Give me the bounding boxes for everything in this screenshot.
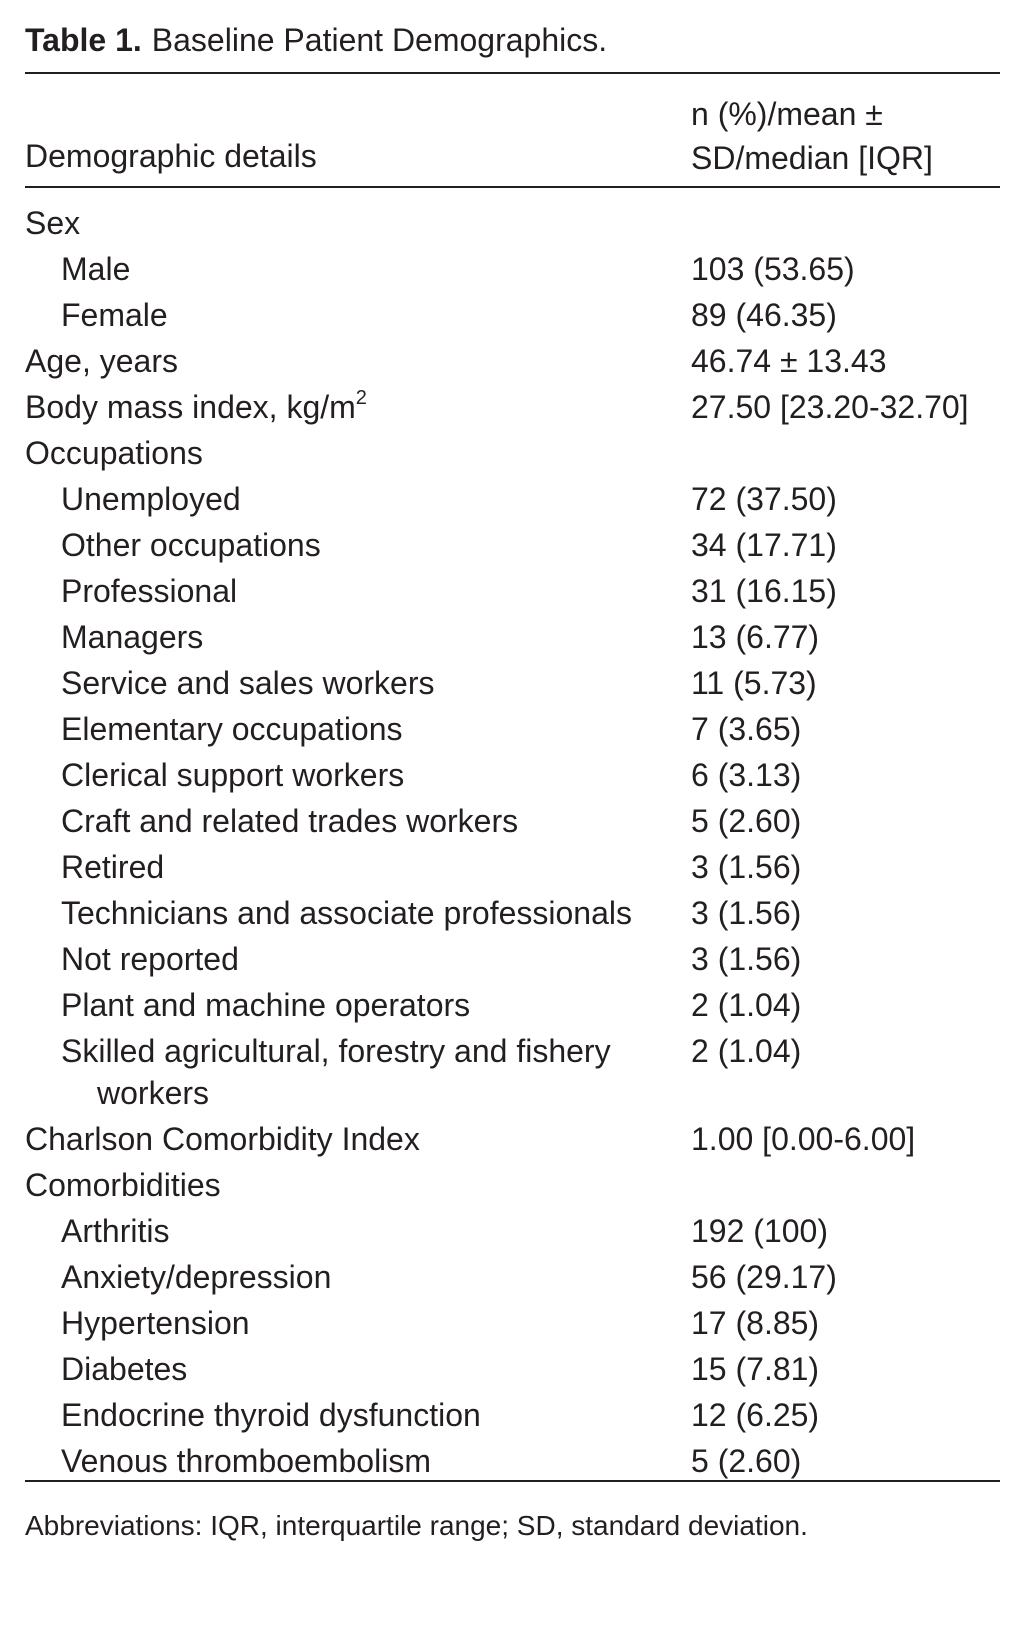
row-label-text: Retired <box>61 849 165 885</box>
row-label-text: Venous thromboembolism <box>61 1443 431 1479</box>
row-label-text: Age, years <box>25 343 178 379</box>
table-row-category <box>25 384 1000 430</box>
row-label <box>61 246 130 292</box>
table-row <box>25 706 1000 752</box>
row-label <box>61 936 239 982</box>
table-row <box>25 752 1000 798</box>
row-value: 89 (46.35) <box>691 297 837 333</box>
row-label <box>25 1116 420 1162</box>
row-label <box>61 568 237 614</box>
table-row <box>25 936 1000 982</box>
table-row <box>25 522 1000 568</box>
row-label <box>61 798 518 844</box>
row-label-text: Charlson Comorbidity Index <box>25 1121 420 1157</box>
row-value: 1.00 [0.00-6.00] <box>691 1121 916 1157</box>
bottom-rule <box>25 1480 1000 1482</box>
table-row <box>25 568 1000 614</box>
row-label-text: Other occupations <box>61 527 321 563</box>
table-row <box>25 1300 1000 1346</box>
row-label <box>25 200 80 246</box>
row-value: 5 (2.60) <box>691 803 802 839</box>
table-row <box>25 798 1000 844</box>
row-value: 46.74 ± 13.43 <box>691 343 887 379</box>
table-row <box>25 246 1000 292</box>
row-label <box>61 660 434 706</box>
row-label-text: Endocrine thyroid dysfunction <box>61 1397 481 1433</box>
table-row <box>25 1254 1000 1300</box>
row-label <box>61 752 404 798</box>
table-row <box>25 982 1000 1028</box>
table-row <box>25 614 1000 660</box>
table-row <box>25 1028 1000 1116</box>
row-label-text: Occupations <box>25 435 203 471</box>
table-row-category <box>25 430 1000 476</box>
table-row <box>25 1346 1000 1392</box>
row-label <box>25 430 203 476</box>
table-row <box>25 1392 1000 1438</box>
row-label <box>61 522 321 568</box>
row-label <box>25 1162 221 1208</box>
row-value: 3 (1.56) <box>691 849 802 885</box>
row-label-text: Plant and machine operators <box>61 987 471 1023</box>
row-value: 2 (1.04) <box>691 987 802 1023</box>
table-row <box>25 660 1000 706</box>
row-label <box>61 1030 611 1114</box>
table-title: Baseline Patient Demographics. <box>151 22 608 58</box>
column-header-statistics <box>691 92 933 180</box>
row-label <box>61 1254 331 1300</box>
table-row <box>25 292 1000 338</box>
column-header-statistics-line1: n (%)/mean ± <box>691 96 883 132</box>
column-header-demographic: Demographic details <box>25 138 317 174</box>
row-value: 31 (16.15) <box>691 573 837 609</box>
row-value: 3 (1.56) <box>691 941 802 977</box>
table-body <box>25 200 1000 1484</box>
row-value: 56 (29.17) <box>691 1259 837 1295</box>
row-label-text: Diabetes <box>61 1351 188 1387</box>
row-value: 13 (6.77) <box>691 619 820 655</box>
row-value: 34 (17.71) <box>691 527 837 563</box>
row-label <box>61 982 470 1028</box>
row-label-superscript: 2 <box>355 387 367 409</box>
row-value: 17 (8.85) <box>691 1305 820 1341</box>
row-label <box>25 384 367 430</box>
row-value: 192 (100) <box>691 1213 828 1249</box>
row-value: 103 (53.65) <box>691 251 855 287</box>
row-label-text: Managers <box>61 619 204 655</box>
row-value: 2 (1.04) <box>691 1033 802 1069</box>
row-value: 5 (2.60) <box>691 1443 802 1479</box>
table-row-category <box>25 1116 1000 1162</box>
row-label-text: Male <box>61 251 131 287</box>
table-row <box>25 890 1000 936</box>
table-row <box>25 844 1000 890</box>
row-label-text: Unemployed <box>61 481 241 517</box>
row-label <box>61 1438 431 1484</box>
row-label-text: Skilled agricultural, forestry and fishery <box>61 1033 611 1069</box>
row-label <box>61 1208 169 1254</box>
row-label <box>61 1300 250 1346</box>
row-value: 11 (5.73) <box>691 665 817 701</box>
row-label-text: Professional <box>61 573 238 609</box>
row-label-text: Not reported <box>61 941 239 977</box>
top-rule <box>25 72 1000 74</box>
row-label-text: Female <box>61 297 168 333</box>
table-row <box>25 1208 1000 1254</box>
row-value: 15 (7.81) <box>691 1351 820 1387</box>
row-label <box>61 614 203 660</box>
row-label-text: Sex <box>25 205 81 241</box>
table-row <box>25 1438 1000 1484</box>
row-value: 27.50 [23.20-32.70] <box>691 389 969 425</box>
row-label <box>61 706 403 752</box>
row-value: 12 (6.25) <box>691 1397 820 1433</box>
row-label <box>25 338 178 384</box>
row-label-text: Elementary occupations <box>61 711 403 747</box>
row-label <box>61 1392 481 1438</box>
row-label <box>61 844 164 890</box>
row-label-text: Technicians and associate professionals <box>61 895 632 931</box>
row-value: 3 (1.56) <box>691 895 802 931</box>
table-row <box>25 476 1000 522</box>
row-label-text: Service and sales workers <box>61 665 435 701</box>
row-value: 7 (3.65) <box>691 711 802 747</box>
row-value: 72 (37.50) <box>691 481 837 517</box>
row-value: 6 (3.13) <box>691 757 802 793</box>
row-label <box>61 292 168 338</box>
row-label <box>61 476 241 522</box>
row-label-continuation: workers <box>97 1075 210 1111</box>
row-label-text: Body mass index, kg/m <box>25 389 356 425</box>
row-label <box>61 890 632 936</box>
row-label-text: Hypertension <box>61 1305 250 1341</box>
row-label-text: Anxiety/depression <box>61 1259 332 1295</box>
row-label-text: Comorbidities <box>25 1167 221 1203</box>
table-caption <box>25 18 607 62</box>
row-label-text: Clerical support workers <box>61 757 405 793</box>
table-row-category <box>25 338 1000 384</box>
row-label <box>61 1346 187 1392</box>
table-row-category <box>25 1162 1000 1208</box>
column-header-statistics-line2: SD/median [IQR] <box>691 140 933 176</box>
row-label-text: Arthritis <box>61 1213 170 1249</box>
table-number: Table 1. <box>25 22 142 58</box>
table-row-category <box>25 200 1000 246</box>
row-label-text: Craft and related trades workers <box>61 803 519 839</box>
table-footnote: Abbreviations: IQR, interquartile range; SD, standard deviation. <box>25 1510 808 1541</box>
header-rule <box>25 186 1000 188</box>
